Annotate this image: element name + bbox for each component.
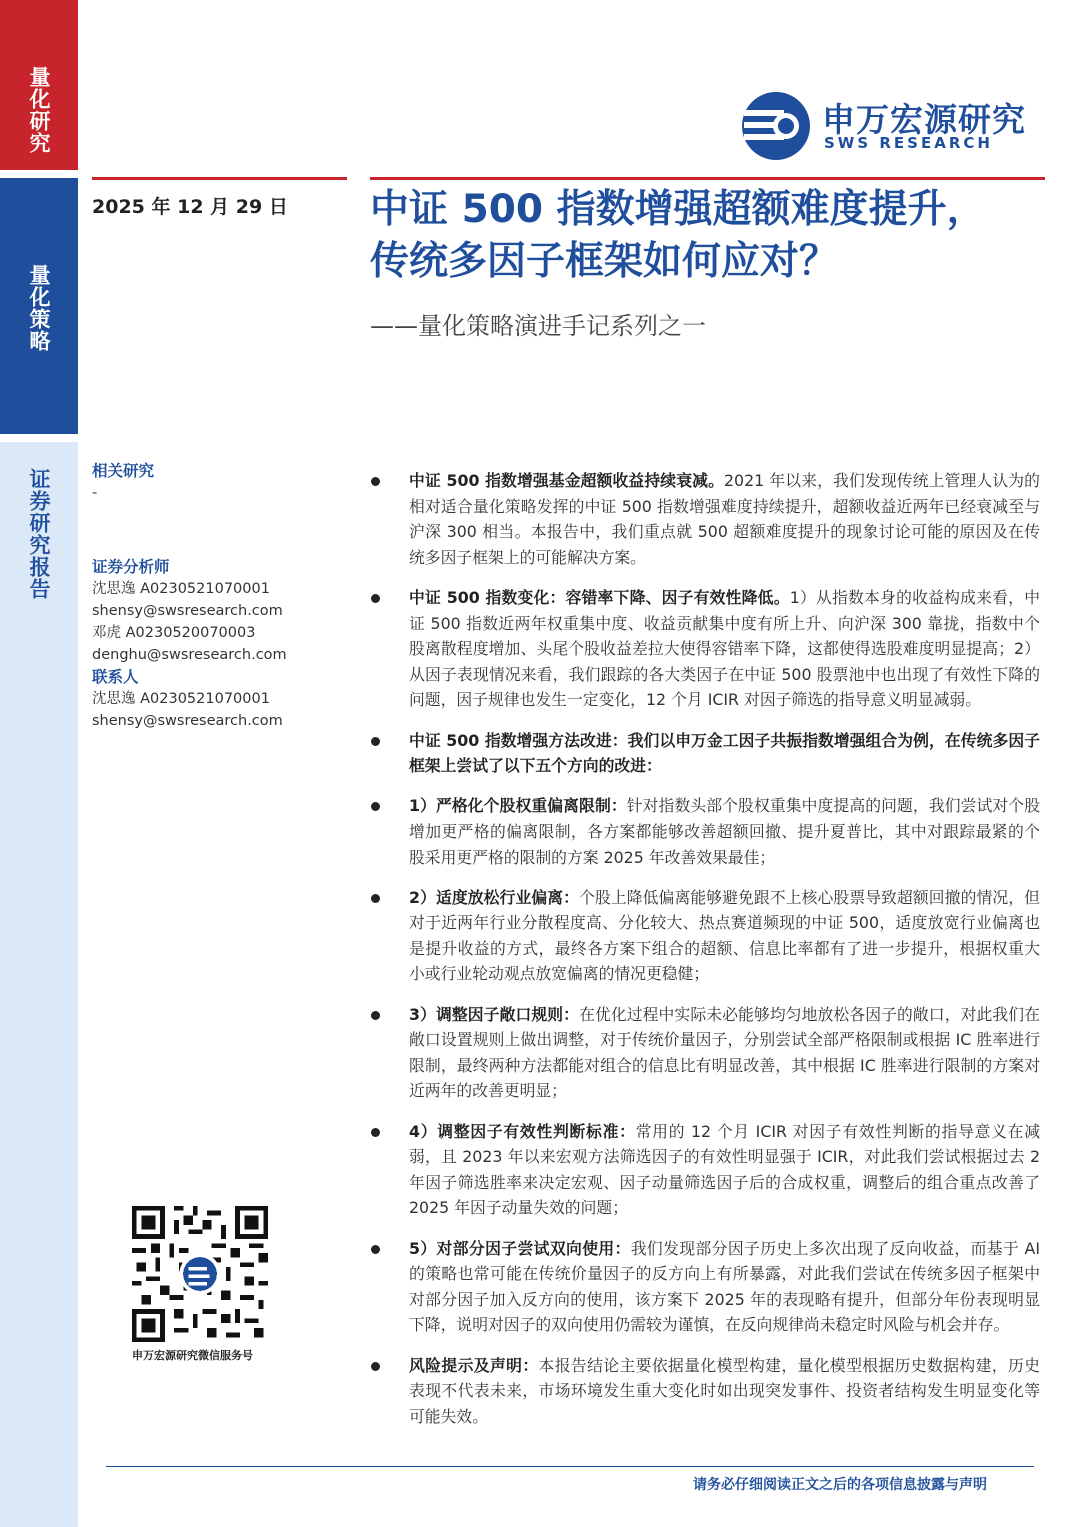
bullet-dot-icon [371,477,380,486]
qr-label: 申万宏源研究微信服务号 [132,1349,253,1362]
wechat-qr-code [132,1206,268,1342]
bullet-text: 常用的 12 个月 ICIR 对因子有效性判断的指导意义在减弱，且 2023 年以来宏观方法筛选因子的有效性明显强于 ICIR，对此我们尝试根据过去 2 年因子筛选胜率来决定宏观、因子动量筛选因子后的合成权重，调整后的组合重点改善了 2025 年因子动量失效的问题； [409,1121,1040,1218]
list-item [368,1119,1040,1221]
bullet-dot-icon [371,1011,380,1020]
report-title [370,184,1050,288]
bullet-heading: 中证 500 指数变化：容错率下降、因子有效性降低。 [409,587,790,607]
bullet-heading: 风险提示及声明： [409,1355,539,1375]
list-item [368,1002,1040,1104]
list-item [368,468,1040,570]
bullet-heading: 中证 500 指数增强基金超额收益持续衰减。 [409,471,724,490]
bullet-dot-icon [371,894,380,903]
bullet-heading: 3）调整因子敞口规则： [409,1004,580,1024]
bullet-dot-icon [371,594,380,603]
bullet-text: 针对指数头部个股权重集中度提高的问题，我们尝试对个股增加更严格的偏离限制，各方案都能够改善超额回撤、提升夏普比，其中对跟踪最紧的个股采用更严格的限制的方案 2025 年改善效果最佳； [409,796,1040,867]
contact-line: 沈思逸 A0230521070001 [92,691,270,707]
analyst-email[interactable]: denghu@swsresearch.com [92,647,287,663]
header-divider-right [370,177,1045,180]
bullet-heading: 1）严格化个股权重偏离限制： [409,796,627,816]
list-item [368,793,1040,870]
list-item [368,885,1040,987]
side-tab-quant-strategy [0,178,78,434]
bullet-text: 本报告结论主要依据量化模型构建，量化模型根据历史数据构建，历史表现不代表未来，市场环境发生重大变化时如出现突发事件、投资者结构发生明显变化等可能失效。 [409,1355,1040,1426]
report-subtitle: ——量化策略演进手记系列之一 [370,312,706,340]
side-tab-label: 量化研究 [27,66,51,154]
footer-disclaimer: 请务必仔细阅读正文之后的各项信息披露与声明 [693,1477,987,1493]
footer-divider [106,1466,1034,1467]
title-line-2: 传统多因子框架如何应对？ [370,239,839,284]
bullet-dot-icon [371,1362,380,1371]
summary-bullets [368,468,1040,1444]
bullet-text: 1）从指数本身的收益构成来看，中证 500 指数近两年权重集中度、收益贡献集中度有所上升、向沪深 300 靠拢，指数中个股离散程度增加、头尾个股收益差拉大使得容错率下降，这都使得选股难度明显提高；2）从因子表现情况来看，我们跟踪的各大类因子在中证 500 股票池中也出现了有效性下降的问题，因子规律也发生一定变化，12 个月 ICIR 对因子筛选的指导意义明显减弱。 [409,587,1040,710]
bullet-dot-icon [371,1128,380,1137]
bullet-heading: 4）调整因子有效性判断标准： [409,1121,636,1141]
bullet-heading: 中证 500 指数增强方法改进：我们以申万金工因子共振指数增强组合为例，在传统多因子框架上尝试了以下五个方向的改进： [409,730,1040,776]
title-line-1: 中证 500 指数增强超额难度提升， [370,187,986,232]
related-research-value: - [92,485,98,501]
logo-en-text: SWS RESEARCH [824,134,993,152]
analyst-heading: 证券分析师 [92,558,170,576]
list-item [368,728,1040,779]
logo-cn-text: 申万宏源研究 [822,100,1026,139]
analyst-line: 邓虎 A0230520070003 [92,625,256,641]
side-tab-quant-research [0,0,78,170]
report-date: 2025 年 12 月 29 日 [92,196,288,218]
list-item [368,1236,1040,1338]
bullet-text: 2021 年以来，我们发现传统上管理人认为的相对适合量化策略发挥的中证 500 指数增强难度持续提升，超额收益近两年已经衰减至与沪深 300 相当。本报告中，我们重点就 500 超额难度提升的现象讨论可能的原因及在传统多因子框架上的可能解决方案。 [409,471,1040,567]
analyst-email[interactable]: shensy@swsresearch.com [92,603,283,619]
sidebar-info [92,460,342,732]
bullet-text: 个股上降低偏离能够避免跟不上核心股票导致超额回撤的情况，但对于近两年行业分散程度高、分化较大、热点赛道频现的中证 500，适度放宽行业偏离也是提升收益的方式，最终各方案下组合的超额、信息比率都有了进一步提升，根据权重大小或行业轮动观点放宽偏离的情况更稳健； [409,887,1040,984]
side-tab-label: 证券研究报告 [27,468,51,600]
contact-email[interactable]: shensy@swsresearch.com [92,713,283,729]
side-tab-securities-report [0,442,78,1527]
bullet-dot-icon [371,737,380,746]
analyst-line: 沈思逸 A0230521070001 [92,581,270,597]
list-item [368,585,1040,713]
contact-heading: 联系人 [92,668,139,686]
bullet-text: 在优化过程中实际未必能够均匀地放松各因子的敞口，对此我们在敞口设置规则上做出调整，对于传统价量因子，分别尝试全部严格限制或根据 IC 胜率进行限制，最终两种方法都能对组合的信息比有明显改善，其中根据 IC 胜率进行限制的方案对近两年的改善更明显； [409,1004,1040,1101]
sws-globe-icon [740,90,812,162]
bullet-heading: 2）适度放松行业偏离： [409,887,580,907]
bullet-dot-icon [371,802,380,811]
header-divider-left [92,177,347,180]
side-tab-label: 量化策略 [27,264,51,352]
list-item [368,1353,1040,1430]
bullet-dot-icon [371,1245,380,1254]
bullet-heading: 5）对部分因子尝试双向使用： [409,1238,631,1258]
sws-logo [740,90,1040,162]
bullet-text: 我们发现部分因子历史上多次出现了反向收益，而基于 AI 的策略也常可能在传统价量因子的反方向上有所暴露，对此我们尝试在传统多因子框架中对部分因子加入反方向的使用，该方案下 2025 年的表现略有提升，但部分年份表现明显下降，说明对因子的双向使用仍需较为谨慎，在反向规律尚未稳定时风险与机会并存。 [409,1238,1040,1335]
related-research-heading: 相关研究 [92,462,155,480]
